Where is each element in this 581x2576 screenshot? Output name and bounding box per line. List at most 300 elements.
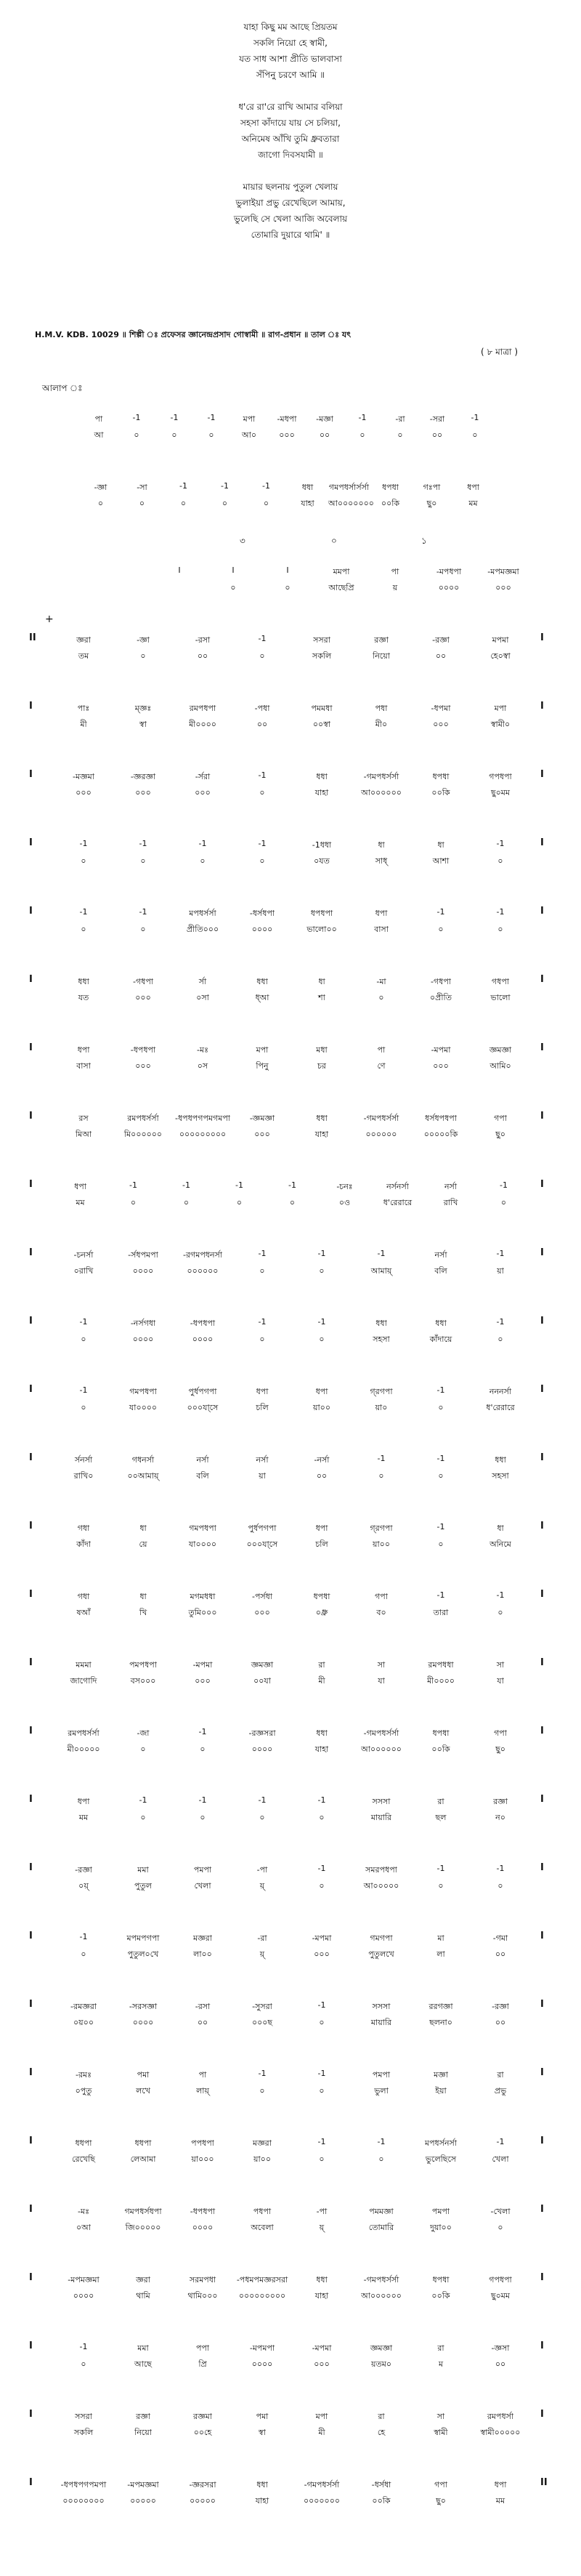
note-cell: ধধা <box>435 1319 447 1328</box>
word-cell: লখে <box>136 2086 150 2096</box>
word-cell: ০ <box>200 1813 206 1822</box>
note-cell: -1 <box>79 1932 88 1941</box>
word-cell: প্রভু <box>494 2086 507 2096</box>
notation-row <box>29 1098 552 1166</box>
word-cell: ০০স্বা <box>312 720 331 729</box>
taal-mark: ৩ <box>240 536 245 546</box>
note-cell: -1 <box>182 1180 190 1190</box>
notation-row <box>29 551 552 619</box>
note-cell: ধপধা <box>432 772 450 781</box>
note-cell: -মপমা <box>312 2343 332 2353</box>
notation-row <box>29 1234 552 1303</box>
word-cell: ০ <box>139 499 145 508</box>
word-cell: ০ <box>259 788 265 797</box>
note-cell: -1 <box>258 2069 267 2078</box>
word-cell: ছু০ <box>495 1130 505 1139</box>
note-cell: -রজ্ঞসরা <box>248 1728 276 1738</box>
word-cell: ণে <box>377 1061 386 1071</box>
word-cell: ০০ <box>316 1471 328 1481</box>
word-cell: যাহা <box>301 499 314 508</box>
word-cell: ০ <box>497 925 503 934</box>
word-cell: যা০০০০ <box>188 1539 217 1549</box>
word-cell: যা০০০০ <box>129 1403 158 1412</box>
word-cell: য়া <box>497 1266 504 1276</box>
bar-line: I <box>540 1726 544 1736</box>
word-cell: ০০আমায়্ <box>127 1471 159 1481</box>
word-cell: মী০০০০ <box>189 720 216 729</box>
note-cell: মমা <box>137 1865 149 1875</box>
note-cell: পমা <box>137 2070 150 2080</box>
bar-line: I <box>29 906 33 917</box>
note-cell: নর্সনর্সা <box>386 1182 409 1191</box>
word-cell: মম <box>76 1198 85 1207</box>
note-line <box>29 1727 552 1740</box>
note-line <box>29 2069 552 2082</box>
word-cell: যা <box>378 1676 385 1686</box>
note-cell: ম্জ্ঞঃ <box>134 704 152 713</box>
bar-line: I <box>29 2409 33 2420</box>
bar-line: I <box>540 701 544 712</box>
note-cell: -1 <box>198 839 207 848</box>
taal-marks <box>29 535 552 551</box>
note-cell: -1 <box>496 1249 505 1258</box>
note-cell: পা <box>377 1045 386 1055</box>
lyric-line: সঁপিনু চরণে আমি ॥ <box>256 70 325 80</box>
note-cell: -মঃ <box>78 2207 89 2216</box>
taal-mark: ১ <box>421 536 427 546</box>
word-cell: চর <box>317 1061 326 1071</box>
word-cell: ০০ <box>319 430 330 440</box>
bar-line: I <box>540 1452 544 1463</box>
lyrics-stanza-1 <box>0 19 581 83</box>
word-cell: পুতুলখে <box>368 1949 394 1959</box>
word-cell: মী <box>318 1676 325 1686</box>
note-cell: গপা <box>494 1728 507 1738</box>
note-cell: ধধা <box>256 977 268 986</box>
note-cell: রা <box>437 1797 444 1806</box>
notation-row <box>29 2122 552 2191</box>
note-cell: -চনর্সা <box>73 1250 94 1260</box>
word-cell: ০য়্ <box>78 1881 89 1891</box>
note-cell: মপমপগপা <box>126 1933 160 1943</box>
note-cell: সা <box>436 2412 445 2421</box>
lyrics-stanza-3 <box>0 179 581 243</box>
note-cell: সমরপধপা <box>365 1865 397 1875</box>
word-cell: ০ <box>81 856 86 866</box>
note-cell: পধপা <box>253 2207 272 2216</box>
note-cell: গধা <box>77 1592 90 1601</box>
bar-line: I <box>540 906 544 917</box>
note-cell: পা <box>198 2070 207 2080</box>
note-line <box>29 413 552 426</box>
word-cell: ছল <box>435 1813 447 1822</box>
note-cell: ধপা <box>77 1045 90 1055</box>
note-line <box>29 2137 552 2150</box>
note-cell: -মপমপা <box>249 2343 275 2353</box>
bar-line: I <box>540 1794 544 1805</box>
note-cell: পা <box>94 414 103 424</box>
bar-line: I <box>540 2409 544 2420</box>
word-cell: খেলা <box>492 2154 509 2164</box>
word-cell: ০ <box>438 1403 444 1412</box>
word-cell: ০ <box>259 1813 265 1822</box>
note-line <box>29 1795 552 1808</box>
word-cell: ০ <box>497 2223 503 2232</box>
bar-line: I <box>29 1316 33 1327</box>
word-cell: দুয়া০০ <box>430 2223 452 2232</box>
note-cell: -জ্ঞসা <box>491 2343 510 2353</box>
bar-line: I <box>29 2136 33 2146</box>
word-line <box>29 1470 552 1483</box>
note-cell: নর্সা <box>196 1455 209 1465</box>
note-cell: মগমধধা <box>190 1592 216 1601</box>
note-cell: ধধা <box>316 1114 328 1123</box>
note-cell: পাঃ <box>77 704 90 713</box>
bar-line: I <box>29 1247 33 1258</box>
note-line <box>29 2274 552 2287</box>
note-line <box>29 481 552 494</box>
bar-line: I <box>29 1179 33 1190</box>
bar-line: I <box>540 2067 544 2078</box>
note-cell: রমপধর্সা <box>487 2412 514 2421</box>
note-cell: -চনঃ <box>336 1182 353 1191</box>
note-cell: গমপধপা <box>189 1524 216 1533</box>
note-cell: -মা <box>376 977 386 986</box>
bar-line: I <box>540 837 544 848</box>
word-line <box>29 1880 552 1893</box>
word-cell: আছেপ্রি <box>328 583 354 592</box>
word-cell: লায়্ <box>196 2086 209 2096</box>
word-cell: ০ <box>497 856 503 866</box>
notation-row <box>29 1644 552 1712</box>
note-line <box>29 1454 552 1467</box>
notation-row <box>29 1712 552 1781</box>
word-cell: ০ <box>497 1881 503 1891</box>
note-cell: পমপা <box>193 1865 212 1875</box>
word-cell: ০ <box>208 430 214 440</box>
word-cell: মী০০০০ <box>427 1676 455 1686</box>
word-cell: ০ <box>81 1403 86 1412</box>
word-cell: ০ <box>497 1335 503 1344</box>
note-cell: -1 <box>288 1180 296 1190</box>
word-line <box>29 2290 552 2303</box>
note-cell: পুর্ধপগপা <box>248 1524 277 1533</box>
word-cell: ০ <box>97 499 104 508</box>
word-cell: ০ <box>140 856 146 866</box>
notation-row <box>29 1508 552 1576</box>
word-cell: য় <box>392 583 398 592</box>
note-cell: মজ্ঞরা <box>193 1933 212 1943</box>
word-cell: ০০০০ <box>73 2291 94 2301</box>
word-line <box>29 991 552 1005</box>
bar-line: I <box>540 2340 544 2351</box>
word-cell: থামি০০০ <box>187 2291 218 2301</box>
word-cell: ০ <box>289 1198 296 1207</box>
note-cell: -ধপধপগপমপা <box>60 2480 107 2490</box>
note-cell: -1 <box>496 839 505 848</box>
note-cell: গ্‌রগপা <box>370 1524 393 1533</box>
note-line <box>29 2342 552 2355</box>
word-cell: নিয়ো <box>134 2428 152 2437</box>
notation-row <box>29 2054 552 2122</box>
bar-line: I <box>540 1179 544 1190</box>
word-line <box>29 855 552 868</box>
note-cell: পমপা <box>372 2070 391 2080</box>
notation-row <box>29 1303 552 1371</box>
word-cell: ০ <box>500 1198 507 1207</box>
note-cell: -নর্সা <box>314 1455 330 1465</box>
bar-line: I <box>540 1999 544 2010</box>
word-cell: ভালো০০ <box>306 925 337 934</box>
word-cell: ছু০ <box>426 499 437 508</box>
word-cell: ০০০যা্সে <box>187 1403 219 1412</box>
note-line <box>29 907 552 920</box>
note-cell: র্সা <box>198 977 207 986</box>
notation-sheet <box>29 398 552 2532</box>
word-cell: মী <box>318 2428 325 2437</box>
note-cell: মপমা <box>492 635 509 645</box>
word-cell: য়তম০ <box>371 2359 391 2369</box>
word-cell: আমি০ <box>489 1061 511 1071</box>
word-cell: ০ <box>81 1335 86 1344</box>
lyric-line: জাগো দিবসযামী ॥ <box>258 150 323 160</box>
bar-line: I <box>540 1384 544 1395</box>
notation-row <box>29 2327 552 2396</box>
note-cell: -1 <box>471 413 479 422</box>
word-cell: ০০যা <box>253 1676 271 1686</box>
note-line <box>29 2000 552 2013</box>
note-cell: -1 <box>79 839 88 848</box>
note-cell: গঃপা <box>423 483 441 492</box>
taal-label: ॥ তাল ঃ যৎ <box>304 330 352 339</box>
word-cell: লা০০ <box>193 1949 212 1959</box>
word-cell: ০ <box>319 1335 325 1344</box>
word-line <box>29 429 552 442</box>
notation-row <box>29 1371 552 1439</box>
bar-line: I <box>540 1521 544 1531</box>
lyric-line: ভুলাইয়া প্রভু রেখেছিলে আমায়, <box>235 198 346 208</box>
word-cell: ০ <box>140 651 146 661</box>
word-cell: ০০ <box>197 651 208 661</box>
lyric-line: যাহা কিছু মম আছে প্রিয়তম <box>243 22 338 32</box>
word-line <box>29 1948 552 1961</box>
word-cell: ০০০০০০০ <box>303 2496 341 2505</box>
word-cell: ০ <box>319 1881 325 1891</box>
bar-line: I <box>29 1794 33 1805</box>
note-line <box>29 770 552 784</box>
word-cell: ০০০ <box>314 1949 330 1959</box>
word-cell: যাহা <box>314 1744 329 1754</box>
word-cell: আ০০০০০০ <box>361 1744 402 1754</box>
bar-line: I <box>29 2477 33 2488</box>
word-cell: ০০০০০০০০০ <box>179 1130 227 1139</box>
note-cell: -রা <box>257 1933 267 1943</box>
notation-row <box>29 893 552 961</box>
note-cell: -1 <box>221 481 229 491</box>
note-cell: -1 <box>358 413 367 422</box>
word-cell: নিয়ো <box>373 651 390 661</box>
word-cell: ০ <box>319 2086 325 2096</box>
notation-row <box>29 824 552 893</box>
note-cell: রজ্ঞা <box>136 2412 150 2421</box>
note-cell: -রসা <box>195 635 211 645</box>
note-cell: ধপা <box>77 1797 90 1806</box>
word-cell: ০০০ছ <box>251 2018 273 2027</box>
word-cell: তুমি০০০ <box>188 1608 217 1617</box>
word-cell: ০ <box>378 1471 384 1481</box>
word-cell: ০রাখি <box>73 1266 94 1276</box>
word-cell: পিনু <box>256 1061 269 1071</box>
note-cell: -1 <box>317 2069 326 2078</box>
note-cell: -1 <box>79 1317 88 1327</box>
word-cell: ০০০০০ <box>190 2496 216 2505</box>
word-cell: ছু০মম <box>490 2291 511 2301</box>
word-cell: লেআমা <box>130 2154 156 2164</box>
note-cell: -1 <box>500 1180 508 1190</box>
note-cell: র্সনর্সা <box>74 1455 93 1465</box>
word-cell: ০ <box>180 499 187 508</box>
notation-row <box>29 467 552 535</box>
note-cell: ধধা <box>495 1455 506 1465</box>
note-cell: গমপধর্সার্সর্সা <box>328 483 370 492</box>
note-cell: জ্ঞমজ্ঞা <box>251 1660 274 1670</box>
note-cell: জ্ঞমজ্ঞা <box>489 1045 512 1055</box>
word-cell: চলি <box>315 1539 328 1549</box>
bar-line: I <box>29 1521 33 1531</box>
note-cell: -1 <box>258 1249 267 1258</box>
bar-line: I <box>29 1111 33 1122</box>
word-line <box>29 1128 552 1141</box>
sam-mark: + <box>45 613 54 625</box>
note-cell: -1 <box>436 1522 445 1531</box>
word-cell: ০০০ <box>135 788 151 797</box>
word-cell: ০ <box>438 925 444 934</box>
word-cell: ০ <box>319 2018 325 2027</box>
word-cell: ০০০০ <box>192 1335 214 1344</box>
note-cell: -পধা <box>254 704 270 713</box>
note-cell: -মধপা <box>277 414 297 424</box>
word-cell: ০স <box>197 1061 208 1071</box>
note-cell: -1 <box>198 1727 207 1736</box>
note-cell: -ধপধপা <box>130 1045 156 1055</box>
word-line <box>29 2495 552 2508</box>
word-cell: ০ <box>319 2154 325 2164</box>
note-cell: জ্ঞরা <box>76 635 91 645</box>
word-cell: য়া০ <box>375 1403 388 1412</box>
note-cell: ধপা <box>494 2480 507 2490</box>
word-cell: রাখি০ <box>73 1471 94 1481</box>
note-cell: রা <box>497 2070 504 2080</box>
note-cell: ধধা <box>256 2480 268 2490</box>
lyric-line: সহসা কাঁদায়ে যায় সে চলিয়া, <box>240 118 341 128</box>
note-cell: -জ্ঞরজ্ঞা <box>130 772 156 781</box>
note-cell: ধপা <box>375 909 388 918</box>
note-cell: -1 <box>139 839 147 848</box>
note-cell: পপা <box>195 2343 210 2353</box>
note-cell: I <box>286 565 289 575</box>
note-cell: -1 <box>496 1864 505 1873</box>
note-cell: -1 <box>132 413 141 422</box>
note-cell: -1 <box>129 1180 137 1190</box>
word-line <box>29 718 552 731</box>
note-cell: -রগমপধনর্সা <box>183 1250 222 1260</box>
notation-row <box>29 1917 552 1986</box>
bar-line: I <box>29 1452 33 1463</box>
note-cell: নননর্সা <box>489 1387 512 1396</box>
word-line <box>29 1538 552 1551</box>
word-cell: ০ <box>171 430 177 440</box>
note-cell: সসসা <box>372 2002 391 2011</box>
word-cell: ০০০০ <box>132 2018 154 2027</box>
note-line <box>29 1932 552 1945</box>
bar-line: I <box>29 1999 33 2010</box>
note-cell: গধপা <box>491 977 510 986</box>
note-line <box>29 1249 552 1262</box>
note-cell: -1 <box>317 1317 326 1327</box>
note-cell: -1 <box>258 634 267 643</box>
word-cell: থামি <box>136 2291 150 2301</box>
word-cell: ০ <box>130 1198 137 1207</box>
taal-mark: ০ <box>331 536 337 546</box>
bar-line: I <box>540 1247 544 1258</box>
word-cell: স্বা <box>139 720 147 729</box>
word-cell: ০০০০০০ <box>187 1266 219 1276</box>
word-cell: মিআ <box>75 1130 92 1139</box>
bar-line: I <box>29 974 33 985</box>
word-cell: আ০ <box>242 430 256 440</box>
word-cell: ছু০ <box>436 2496 446 2505</box>
note-cell: -রা <box>395 414 405 424</box>
notation-row <box>29 613 552 688</box>
word-cell: য়্ <box>259 1881 265 1891</box>
word-cell: তোমারি <box>368 2223 394 2232</box>
note-cell: -ধপধপা <box>190 1319 216 1328</box>
note-cell: -1 <box>207 413 216 422</box>
word-cell: আ০০০০০০০ <box>328 499 374 508</box>
note-cell: -1 <box>377 2137 386 2146</box>
word-cell: যাহা <box>314 1130 329 1139</box>
note-cell: -খেলা <box>490 2207 511 2216</box>
bar-line: I <box>29 2340 33 2351</box>
word-cell: বাসা <box>76 1061 91 1071</box>
note-cell: গপা <box>375 1592 388 1601</box>
bar-line: I <box>540 1657 544 1668</box>
note-cell: সা <box>377 1660 386 1670</box>
word-cell: ০ <box>259 2086 265 2096</box>
bar-line: I <box>540 769 544 780</box>
word-cell: ০ <box>236 1198 243 1207</box>
word-line <box>29 1606 552 1619</box>
note-cell: -1 <box>317 1249 326 1258</box>
note-cell: রমপধপা <box>189 704 216 713</box>
note-cell: রা <box>318 1660 325 1670</box>
note-cell: -1 <box>377 1249 386 1258</box>
note-cell: জ্ঞরা <box>136 2275 150 2285</box>
word-cell: ০ও <box>338 1198 351 1207</box>
word-cell: ০০০ <box>254 1130 270 1139</box>
note-cell: -গমপধর্সর্সা <box>363 772 399 781</box>
word-cell: ০ <box>140 925 146 934</box>
note-cell: -1 <box>235 1180 243 1190</box>
note-cell: ধা <box>378 840 385 850</box>
word-cell: ০ <box>319 1266 325 1276</box>
word-cell: ইয়া <box>435 2086 447 2096</box>
note-cell: -পর্সধা <box>251 1592 273 1601</box>
word-cell: ০প্রীতি <box>430 993 452 1002</box>
note-cell: -1 <box>496 1317 505 1327</box>
word-line <box>29 1743 552 1756</box>
bar-line: I <box>540 2204 544 2215</box>
